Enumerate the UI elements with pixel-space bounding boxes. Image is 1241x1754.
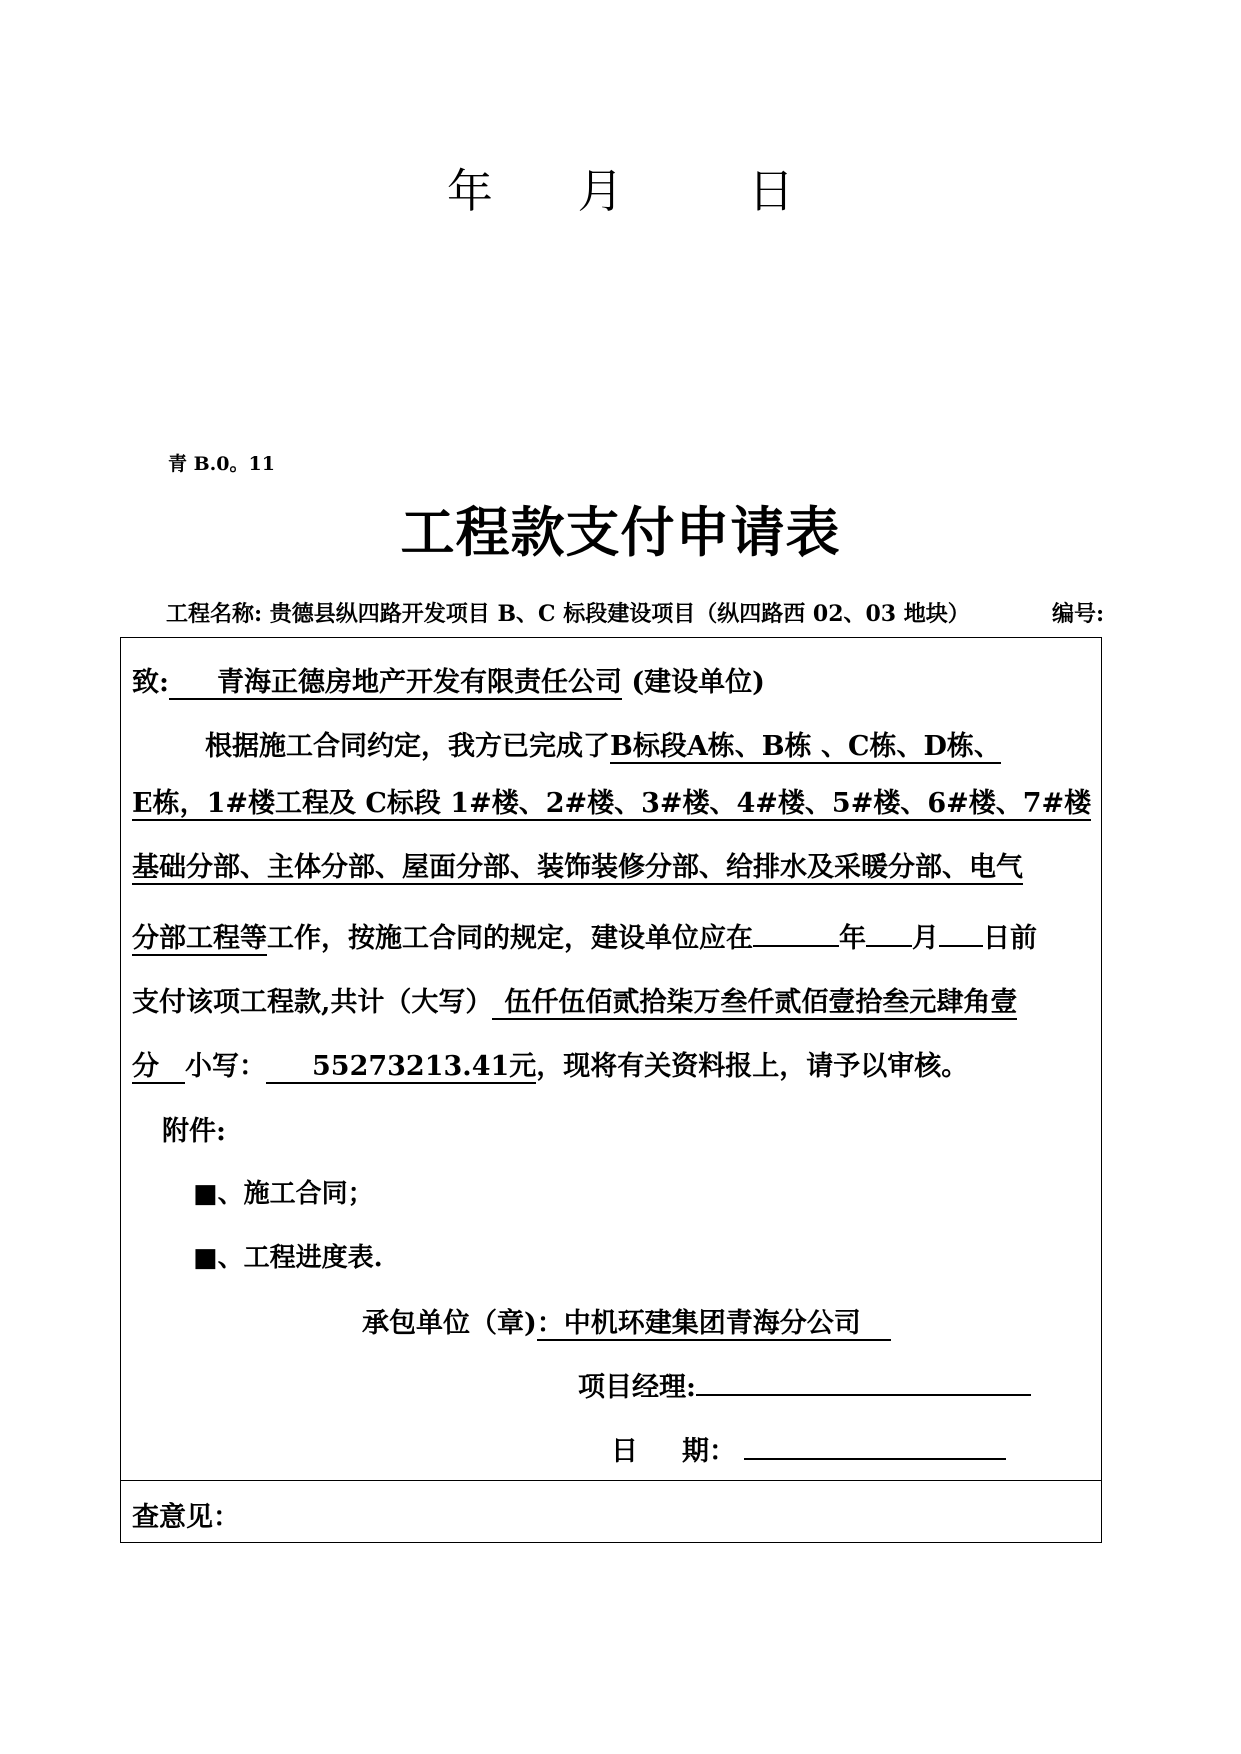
body-l4-underlined: 分部工程等 bbox=[132, 923, 267, 956]
sign-date-blank bbox=[744, 1432, 1006, 1460]
project-label: 工程名称: bbox=[166, 601, 263, 627]
body-l1-text: 根据施工合同约定，我方已完成了 bbox=[205, 731, 610, 762]
contractor-label: 承包单位（章) bbox=[362, 1308, 537, 1339]
body-l4-text: 工作，按施工合同的规定，建设单位应在 bbox=[267, 923, 753, 954]
pay-day-blank bbox=[939, 919, 983, 947]
body-l1-underlined: B标段A栋、B栋 、C栋、D栋、 bbox=[610, 731, 1001, 764]
pay-year-blank bbox=[753, 919, 839, 947]
amount-in-figures bbox=[266, 1051, 536, 1084]
amount-in-words-end: 分 bbox=[132, 1051, 185, 1084]
sign-date-line bbox=[611, 1429, 1006, 1468]
contractor-name: ：中机环建集团青海分公司 bbox=[537, 1308, 891, 1341]
to-line bbox=[132, 660, 765, 700]
body-line-4 bbox=[132, 916, 1037, 956]
attachments-label: 附件: bbox=[162, 1116, 226, 1147]
body-l5-text: 支付该项工程款,共计（大写） bbox=[132, 987, 493, 1018]
number-label: 编号: bbox=[1052, 601, 1105, 627]
amount-number-label: 小写： bbox=[185, 1051, 266, 1082]
contractor-line bbox=[362, 1301, 891, 1341]
to-label: 致: bbox=[132, 667, 169, 698]
form-code: 青 B.0。11 bbox=[168, 453, 275, 475]
amount-unit: 元 bbox=[509, 1051, 537, 1082]
body-line-5 bbox=[132, 980, 1017, 1020]
amount-figures-value: 55273213.41 bbox=[312, 1051, 510, 1082]
body-l3-underlined: 基础分部、主体分部、屋面分部、装饰装修分部、给排水及采暖分部、电气 bbox=[132, 852, 1023, 885]
attachment-item-2: ■、工程进度表. bbox=[193, 1243, 383, 1273]
pay-month-blank bbox=[866, 919, 912, 947]
date-day-label: 日 bbox=[748, 164, 795, 218]
body-l4-day: 日前 bbox=[983, 923, 1037, 954]
to-suffix: (建设单位) bbox=[631, 667, 765, 698]
amount-in-words: 伍仟伍佰贰拾柒万叁仟贰佰壹拾叁元肆角壹 bbox=[492, 987, 1017, 1020]
project-name: 贵德县纵四路开发项目 B、C 标段建设项目（纵四路西 02、03 地块） bbox=[269, 601, 970, 627]
sign-date-label-2: 期： bbox=[682, 1436, 736, 1467]
body-line-2 bbox=[132, 788, 1091, 821]
project-line bbox=[166, 597, 970, 628]
manager-line bbox=[578, 1365, 1031, 1404]
form-frame bbox=[120, 637, 1102, 1543]
body-l2-underlined: E栋，1#楼工程及 C标段 1#楼、2#楼、3#楼、4#楼、5#楼、6#楼、7#楼 bbox=[132, 788, 1091, 821]
body-line-1 bbox=[205, 724, 1001, 764]
attachment-item-1: ■、施工合同； bbox=[193, 1179, 374, 1209]
manager-signature-blank bbox=[696, 1368, 1031, 1396]
form-title: 工程款支付申请表 bbox=[400, 500, 841, 564]
top-date-line bbox=[0, 155, 1241, 221]
date-month-label: 月 bbox=[577, 164, 624, 218]
manager-label: 项目经理: bbox=[578, 1372, 696, 1403]
body-l4-month: 月 bbox=[912, 923, 939, 954]
body-line-6 bbox=[132, 1044, 968, 1084]
date-year-label: 年 bbox=[446, 164, 493, 218]
to-company: 青海正德房地产开发有限责任公司 bbox=[169, 667, 622, 700]
body-l4-year: 年 bbox=[839, 923, 866, 954]
body-line-3 bbox=[132, 852, 1023, 885]
body-l6-text: ，现将有关资料报上，请予以审核。 bbox=[536, 1051, 969, 1082]
review-label: 查意见： bbox=[132, 1502, 240, 1533]
sign-date-label-1: 日 bbox=[611, 1436, 638, 1467]
review-divider bbox=[120, 1480, 1102, 1481]
